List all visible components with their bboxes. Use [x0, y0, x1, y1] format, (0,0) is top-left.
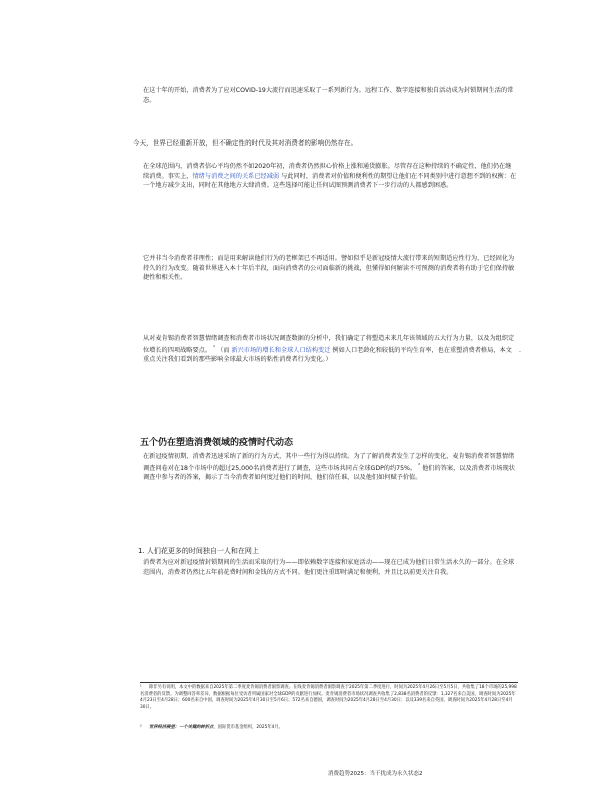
footnote-1-text: 除非另有说明，本文中的数据来自2025年第二季度麦肯锡消费者洞察调查。在线麦肯锡消费者洞察调查于2025年第二季度进行，时间为2025年4月26日至5月5日，共收集了18个市场的25,998名消费者的反馈。为调整回答率差异，数据根据每位受访者所属国家对全球GDP的贡献进行加权。麦肯锡消费者市场状况调查共收集了2,838名消费者的反馈：1,327名来自美国，调查时间为2025年4月23日至4月28日；600名来自中国，调查时间为2025年4月30日至5月6日；572名来自德国，调查时间为2025年4月28日至4月30日；以及339名来自英国，调查时间为2025年4月28日至4月30日。: [140, 685, 517, 710]
irrational-consumer-paragraph: 它并非当今消费者非理性；而是用来解读他们行为的老框架已不再适用。譬如似乎是新冠疫情大流行带来的短期适应性行为，已经固化为持久的行为改变。随着世界进入本十年后半段，面向消费者的公司面临新的挑战，但懂得如何解读不可预测的消费者将有助于它们保持敏捷性和相关性。: [143, 255, 515, 282]
emerging-markets-link[interactable]: 新兴市场的增长和全球人口结构变迁: [231, 346, 331, 354]
footnote-ref-1[interactable]: ¹: [213, 344, 216, 351]
subsection-heading: 1. 人们花更多的时间独自一人和在网上: [138, 547, 259, 555]
footnote-2: [140, 725, 518, 732]
sentiment-spending-link[interactable]: 情绪与消费之间的关系已经减弱: [192, 172, 280, 180]
lead-sentence: 今天，世界已经重新开放，但不确定性的时代及其对消费者的影响仍然存在。: [133, 139, 358, 147]
footnote-2-number: ²: [140, 725, 142, 730]
footnote-divider: [140, 682, 518, 683]
forces-paragraph: [143, 334, 517, 365]
intro-paragraph: 在这十年的开始，消费者为了应对COVID-19大流行而迅速采取了一系列新行为。远程工作、数字连接和独自活动成为封锁期间生活的常态。: [143, 87, 514, 104]
p5-text-a: 在新冠疫情初期，消费者迅速采纳了新的行为方式，其中一些行为得以持续。为了了解消费者发生了怎样的变化，麦肯锡消费者智慧情绪调查问卷对在18个市场中的超过25,000名消费者进行了调查，这些市场共同占全球GDP的约75%。: [143, 453, 515, 472]
footnote-2-title: 世界经济展望：一个关键的转折点: [149, 725, 214, 730]
footnote-1-number: ¹: [140, 685, 142, 690]
p4-text-a: 从对麦肯锡消费者智慧情绪调查和消费者市场状况调查数据的分析中，我们确定了将塑造未来几年该领域的五大行为力量，以及为组织定位增长的四项战略要点。: [143, 335, 515, 354]
p4-text-c: 例如人口老龄化和较低的平均生育率，也在重塑消费者格局，本文重点关注我们看到的那些影响全球最大市场的粘性消费者行为变化。）: [143, 346, 512, 364]
footnote-ref-2[interactable]: ²: [418, 462, 421, 469]
pandemic-behaviors-paragraph: [143, 452, 517, 483]
section-heading: 五个仍在塑造消费领域的疫情时代动态: [140, 438, 294, 448]
p5-text-b: 他们的答案，以及消费者市场现状调查中参与者的答案，揭示了当今消费者如何度过他们的时间，他们信任谁，以及他们如何赋予价值。: [143, 464, 515, 482]
page-footer: 消费趋势2025：当干扰成为永久状态2: [328, 771, 423, 777]
footnote-1: [140, 685, 518, 711]
alone-online-paragraph: 消费者为应对新冠疫情封锁期间的生活而采取的行为——即依赖数字连接和家庭活动——现在已成为他们日常生活永久的一部分。在全球范围内，消费者仍然比五年前花费时间和金钱的方式不同。他们更注重即时满足和便利，并且比以前更关注自我。: [143, 559, 515, 576]
consumer-confidence-paragraph: [143, 162, 517, 191]
p2-text-b: 与此同时，消费者对价值和便利性的期望让他们在不同类别中进行意想不到的权衡：在一个地方减少支出，同时在其他地方大肆消费。这些选择可能让任何试图预测消费者下一步行动的人都感到困惑。: [143, 172, 517, 190]
p4-text-b: （而: [217, 346, 230, 354]
p2-text-a: 在全球范围内，消费者信心平均仍然不如2020年初，消费者仍然担心价格上涨和通货膨胀。尽管存在这种持续的不确定性，他们仍在继续消费。事实上，: [143, 163, 512, 180]
footnote-2-text: ，国际货币基金组织，2025年4月。: [213, 725, 283, 730]
stray-period: .: [519, 347, 521, 354]
